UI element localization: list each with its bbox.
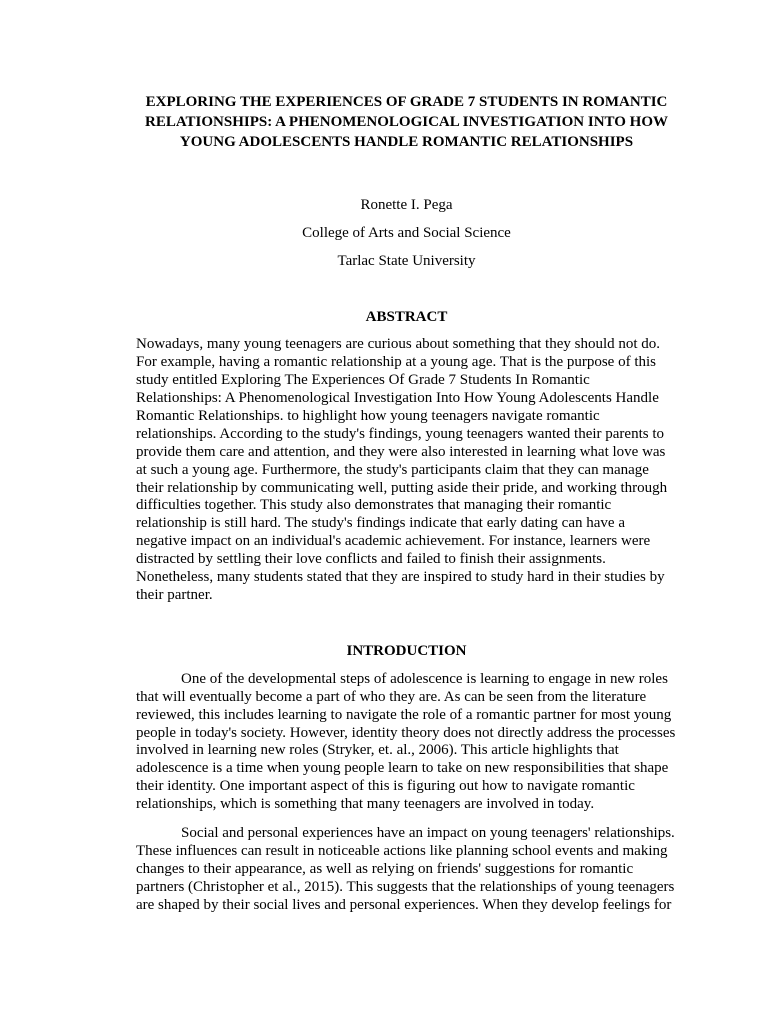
- author-block: [136, 191, 677, 275]
- abstract-line: difficulties together. This study also demonstrates that managing their romantic: [136, 497, 612, 514]
- abstract-line: Nowadays, many young teenagers are curious about something that they should not do.: [136, 336, 661, 352]
- paragraph-line: One of the developmental steps of adolescence is learning to engage in new roles: [181, 671, 668, 687]
- paragraph-line: relationships, which is something that many teenagers are involved in today.: [136, 796, 595, 813]
- abstract-line: distracted by settling their love conflicts and failed to finish their assignments.: [136, 551, 606, 568]
- paragraph-line: adolescence is a time when young people learn to take on new responsibilities that shape: [136, 760, 669, 777]
- abstract-line: For example, having a romantic relationship at a young age. That is the purpose of this: [136, 353, 657, 370]
- abstract-line: relationships. According to the study's findings, young teenagers wanted their parents to: [136, 425, 665, 442]
- introduction-paragraph-1: [136, 671, 677, 814]
- paragraph-line: These influences can result in noticeable actions like planning school events and making: [136, 843, 668, 859]
- abstract-heading-text: ABSTRACT: [365, 309, 448, 325]
- author-name: Ronette I. Pega: [360, 197, 453, 213]
- abstract-line: Romantic Relationships. to highlight how young teenagers navigate romantic: [136, 407, 600, 424]
- paragraph-line: partners (Christopher et al., 2015). This suggests that the relationships of young teenagers: [136, 879, 675, 895]
- abstract-line: Nonetheless, many students stated that they are inspired to study hard in their studies by: [136, 569, 665, 586]
- abstract-line: study entitled Exploring The Experiences Of Grade 7 Students In Romantic: [136, 371, 590, 388]
- author-college: College of Arts and Social Science: [302, 225, 511, 241]
- paragraph-line: reviewed, this includes learning to navigate the role of a romantic partner for most young: [136, 706, 672, 723]
- abstract-line: their relationship by communicating well, putting aside their pride, and working through: [136, 479, 668, 496]
- paragraph-line: changes to their appearance, as well as relying on friends' suggestions for romantic: [136, 861, 634, 877]
- introduction-paragraph-2: [136, 824, 677, 914]
- paragraph-line: people in today's society. However, identity theory does not directly address the processes: [136, 724, 676, 741]
- title-line-3: YOUNG ADOLESCENTS HANDLE ROMANTIC RELATIONSHIPS: [179, 134, 634, 150]
- title-line-2: RELATIONSHIPS: A PHENOMENOLOGICAL INVESTIGATION INTO HOW: [144, 114, 669, 130]
- abstract-line: their partner.: [136, 587, 213, 604]
- abstract-line: relationship is still hard. The study's findings indicate that early dating can have a: [136, 515, 625, 532]
- paragraph-line: are shaped by their social lives and personal experiences. When they develop feelings for: [136, 897, 672, 913]
- abstract-line: Relationships: A Phenomenological Investigation Into How Young Adolescents Handle: [136, 389, 659, 406]
- paragraph-line: Social and personal experiences have an impact on young teenagers' relationships.: [181, 825, 675, 841]
- paragraph-line: that will eventually become a part of who they are. As can be seen from the literature: [136, 688, 647, 705]
- introduction-heading-text: INTRODUCTION: [346, 643, 467, 659]
- author-university: Tarlac State University: [337, 253, 476, 269]
- abstract-line: at such a young age. Furthermore, the study's participants claim that they can manage: [136, 461, 649, 478]
- paragraph-line: involved in learning new roles (Stryker, et. al., 2006). This article highlights that: [136, 742, 619, 759]
- introduction-heading: [136, 641, 677, 661]
- abstract-line: provide them care and attention, and they were also interested in learning what love was: [136, 443, 666, 460]
- abstract-heading: [136, 307, 677, 327]
- paper-title: [136, 92, 677, 152]
- title-line-1: EXPLORING THE EXPERIENCES OF GRADE 7 STUDENTS IN ROMANTIC: [145, 94, 668, 110]
- abstract-line: negative impact on an individual's academic achievement. For instance, learners were: [136, 533, 651, 550]
- abstract-body: [136, 336, 677, 605]
- paragraph-line: their identity. One important aspect of this is figuring out how to navigate romantic: [136, 778, 635, 795]
